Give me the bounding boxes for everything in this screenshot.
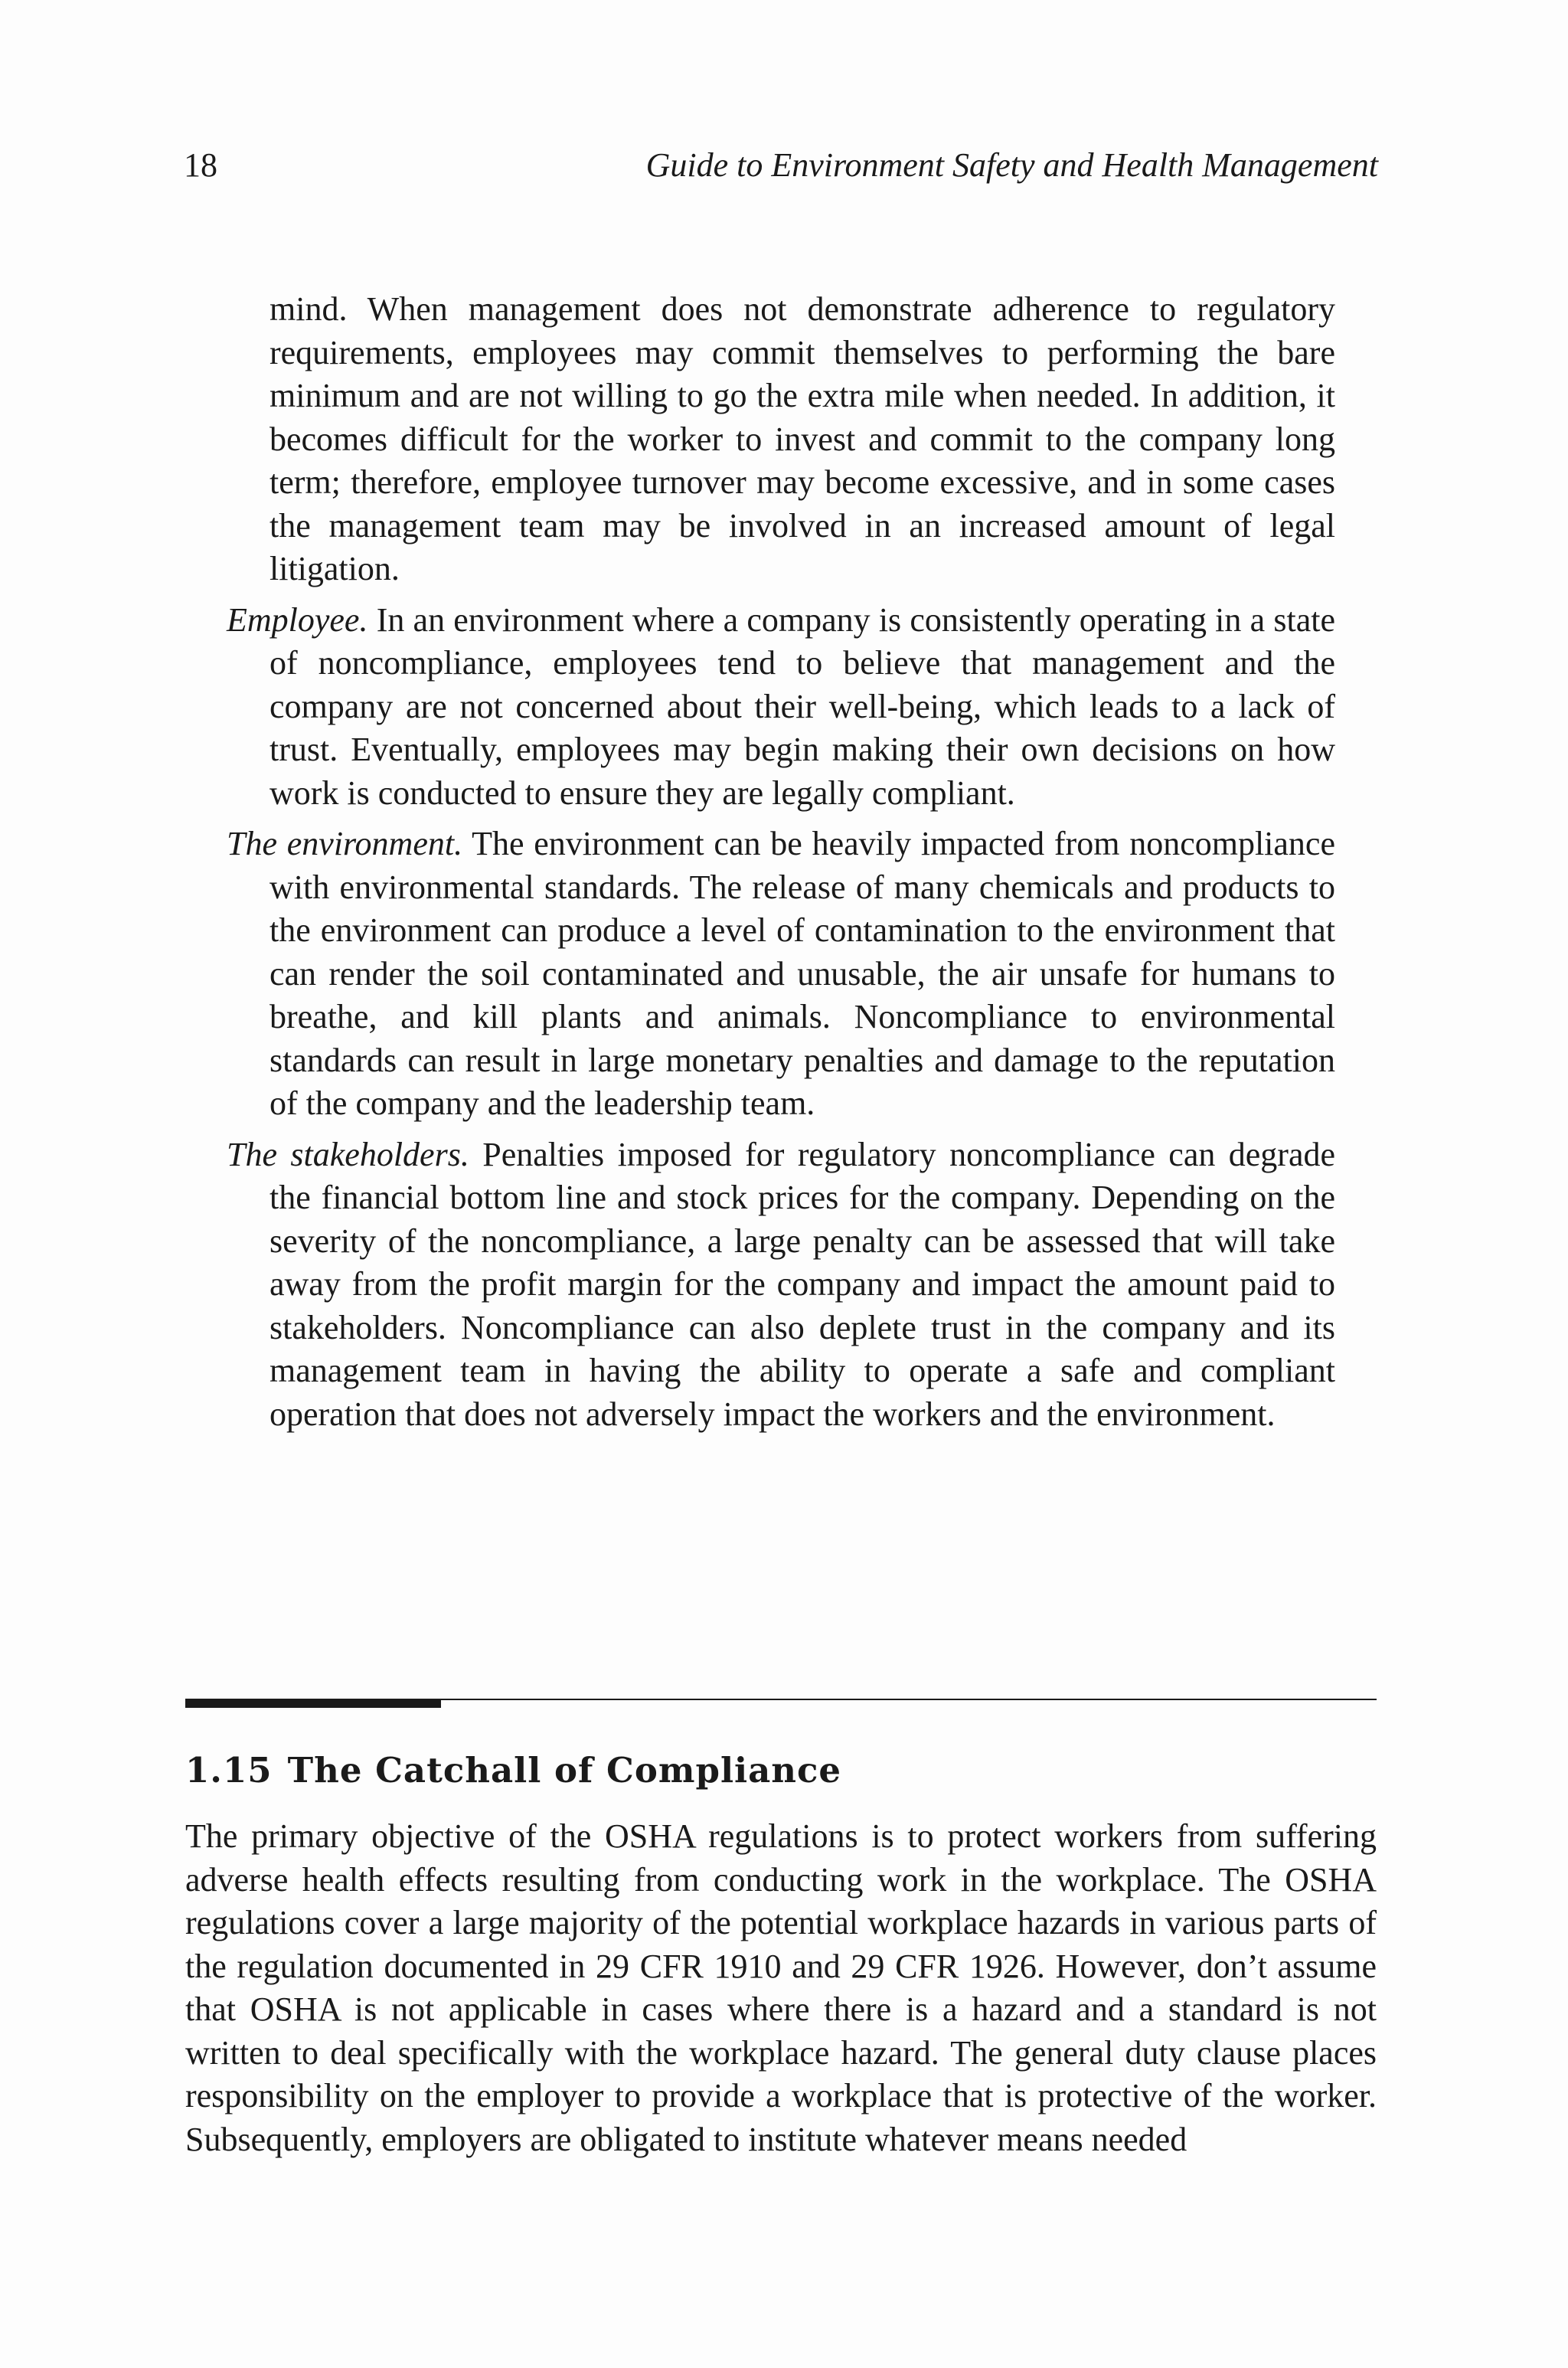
running-head: [184, 142, 1378, 188]
definition-environment: [227, 823, 1335, 1126]
section-body-paragraph: The primary objective of the OSHA regulations is to protect workers from suffering adverse health effects resulting from conducting work in the workplace. The OSHA regulations cover a large majority of the potential workplace hazards in various parts of the regulation documented in 29 CFR 1910 and 29 CFR 1926. However, don’t assume that OSHA is not applicable in cases where there is a hazard and a standard is not written to deal specifically with the workplace hazard. The general duty clause places responsibility on the employer to provide a workplace that is protective of the worker. Subsequently, employers are obligated to institute whatever means needed: [185, 1817, 1377, 2158]
section-number: 1.15: [185, 1750, 273, 1791]
definition-employee: [227, 599, 1335, 816]
definition-term: The stakeholders.: [227, 1135, 469, 1173]
definition-stakeholders: [227, 1133, 1335, 1437]
divider-thick-bar: [185, 1699, 441, 1708]
definition-text: Penalties imposed for regulatory noncompliance can degrade the financial bottom line and stock prices for the company. Depending on the severity of the noncompliance, a large penalty can be assessed that will take away from the profit margin for the company and impact the amount paid to stakeholders. Noncompliance can also deplete trust in the company and its management team in having the ability to operate a safe and compliant operation that does not adversely impact the workers and the environment.: [270, 1135, 1336, 1433]
page-number: 18: [184, 146, 217, 184]
definition-text: In an environment where a company is consistently operating in a state of noncompliance, employees tend to believe that management and the company are not concerned about their well-being, which leads to a lack of trust. Eventually, employees may begin making their own decisions on how work is conducted to ensure they are legally compliant.: [270, 600, 1335, 812]
book-title: Guide to Environment Safety and Health Management: [645, 146, 1378, 184]
definition-term: The environment.: [227, 825, 463, 862]
definition-term: Employee.: [227, 600, 368, 639]
definition-text: The environment can be heavily impacted from noncompliance with environmental standards. The release of many chemicals and products to the environment can produce a level of contamination to the environment that can render the soil contaminated and unusable, the air unsafe for humans to breathe, and kill plants and animals. Noncompliance to environmental standards can result in large monetary penalties and damage to the reputation of the company and the leadership team.: [270, 825, 1335, 1122]
section-title: The Catchall of Compliance: [287, 1750, 842, 1791]
section-heading: [185, 1748, 1377, 1794]
section-divider: [185, 1694, 1377, 1708]
definition-list: [227, 288, 1335, 1444]
continued-paragraph: mind. When management does not demonstrate adherence to regulatory requirements, employees may commit themselves to performing the bare minimum and are not willing to go the extra mile when needed. In addition, it becomes difficult for the worker to invest and commit to the company long term; therefore, employee turnover may become excessive, and in some cases the management team may be involved in an increased amount of legal litigation.: [270, 290, 1335, 587]
